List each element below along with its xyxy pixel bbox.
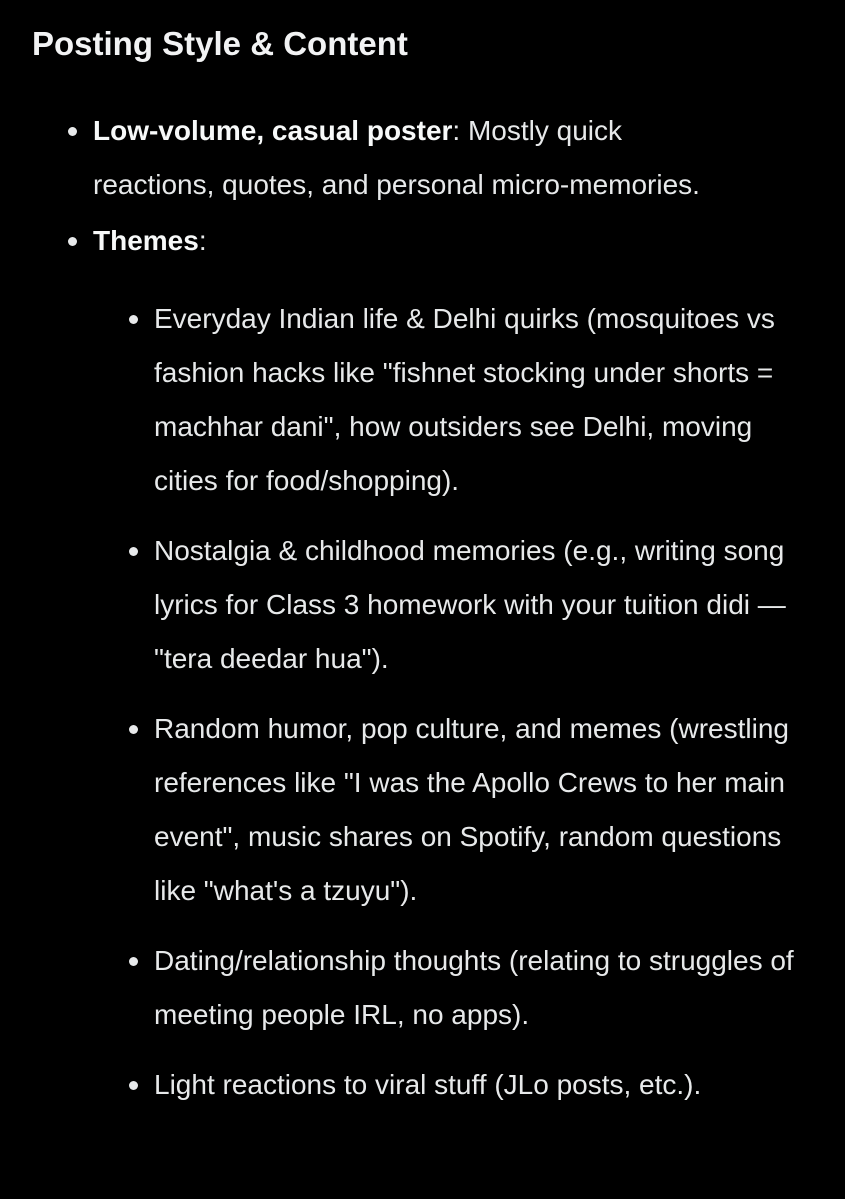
bullet-icon (129, 315, 138, 324)
list-item-posting-volume (32, 104, 733, 212)
bullet-icon (68, 237, 77, 246)
document (32, 22, 832, 1128)
bullet-icon (129, 547, 138, 556)
section-heading: Posting Style & Content (32, 25, 408, 62)
theme-text: Dating/relationship thoughts (relating to struggles of meeting people IRL, no apps). (154, 945, 794, 1030)
bullet-icon (129, 1081, 138, 1090)
list-item-text: : Mostly quick reactions, quotes, and personal micro-memories. (93, 115, 700, 200)
theme-text: Light reactions to viral stuff (JLo posts, etc.). (154, 1069, 702, 1100)
bullet-icon (68, 127, 77, 136)
list-item-bold-label: Themes (93, 225, 199, 256)
theme-text: Random humor, pop culture, and memes (wrestling references like "I was the Apollo Crews to her main event", music shares on Spotify, random questions like "what's a tzuyu"). (154, 713, 789, 906)
bullet-icon (129, 957, 138, 966)
theme-item (93, 292, 814, 508)
theme-item (93, 524, 814, 686)
list-item-bold-label: Low-volume, casual poster (93, 115, 453, 146)
theme-text: Everyday Indian life & Delhi quirks (mosquitoes vs fashion hacks like "fishnet stocking under shorts = machhar dani", how outsiders see Delhi, moving cities for food/shopping). (154, 303, 775, 496)
bullet-icon (129, 725, 138, 734)
top-level-list (32, 104, 832, 1112)
theme-text: Nostalgia & childhood memories (e.g., writing song lyrics for Class 3 homework with your tuition didi — "tera deedar hua"). (154, 535, 786, 674)
list-item-text: : (198, 225, 207, 256)
list-item-themes (32, 214, 832, 1112)
theme-item (93, 702, 814, 918)
theme-item (93, 934, 814, 1042)
themes-sublist (32, 292, 832, 1112)
theme-item (93, 1058, 814, 1112)
